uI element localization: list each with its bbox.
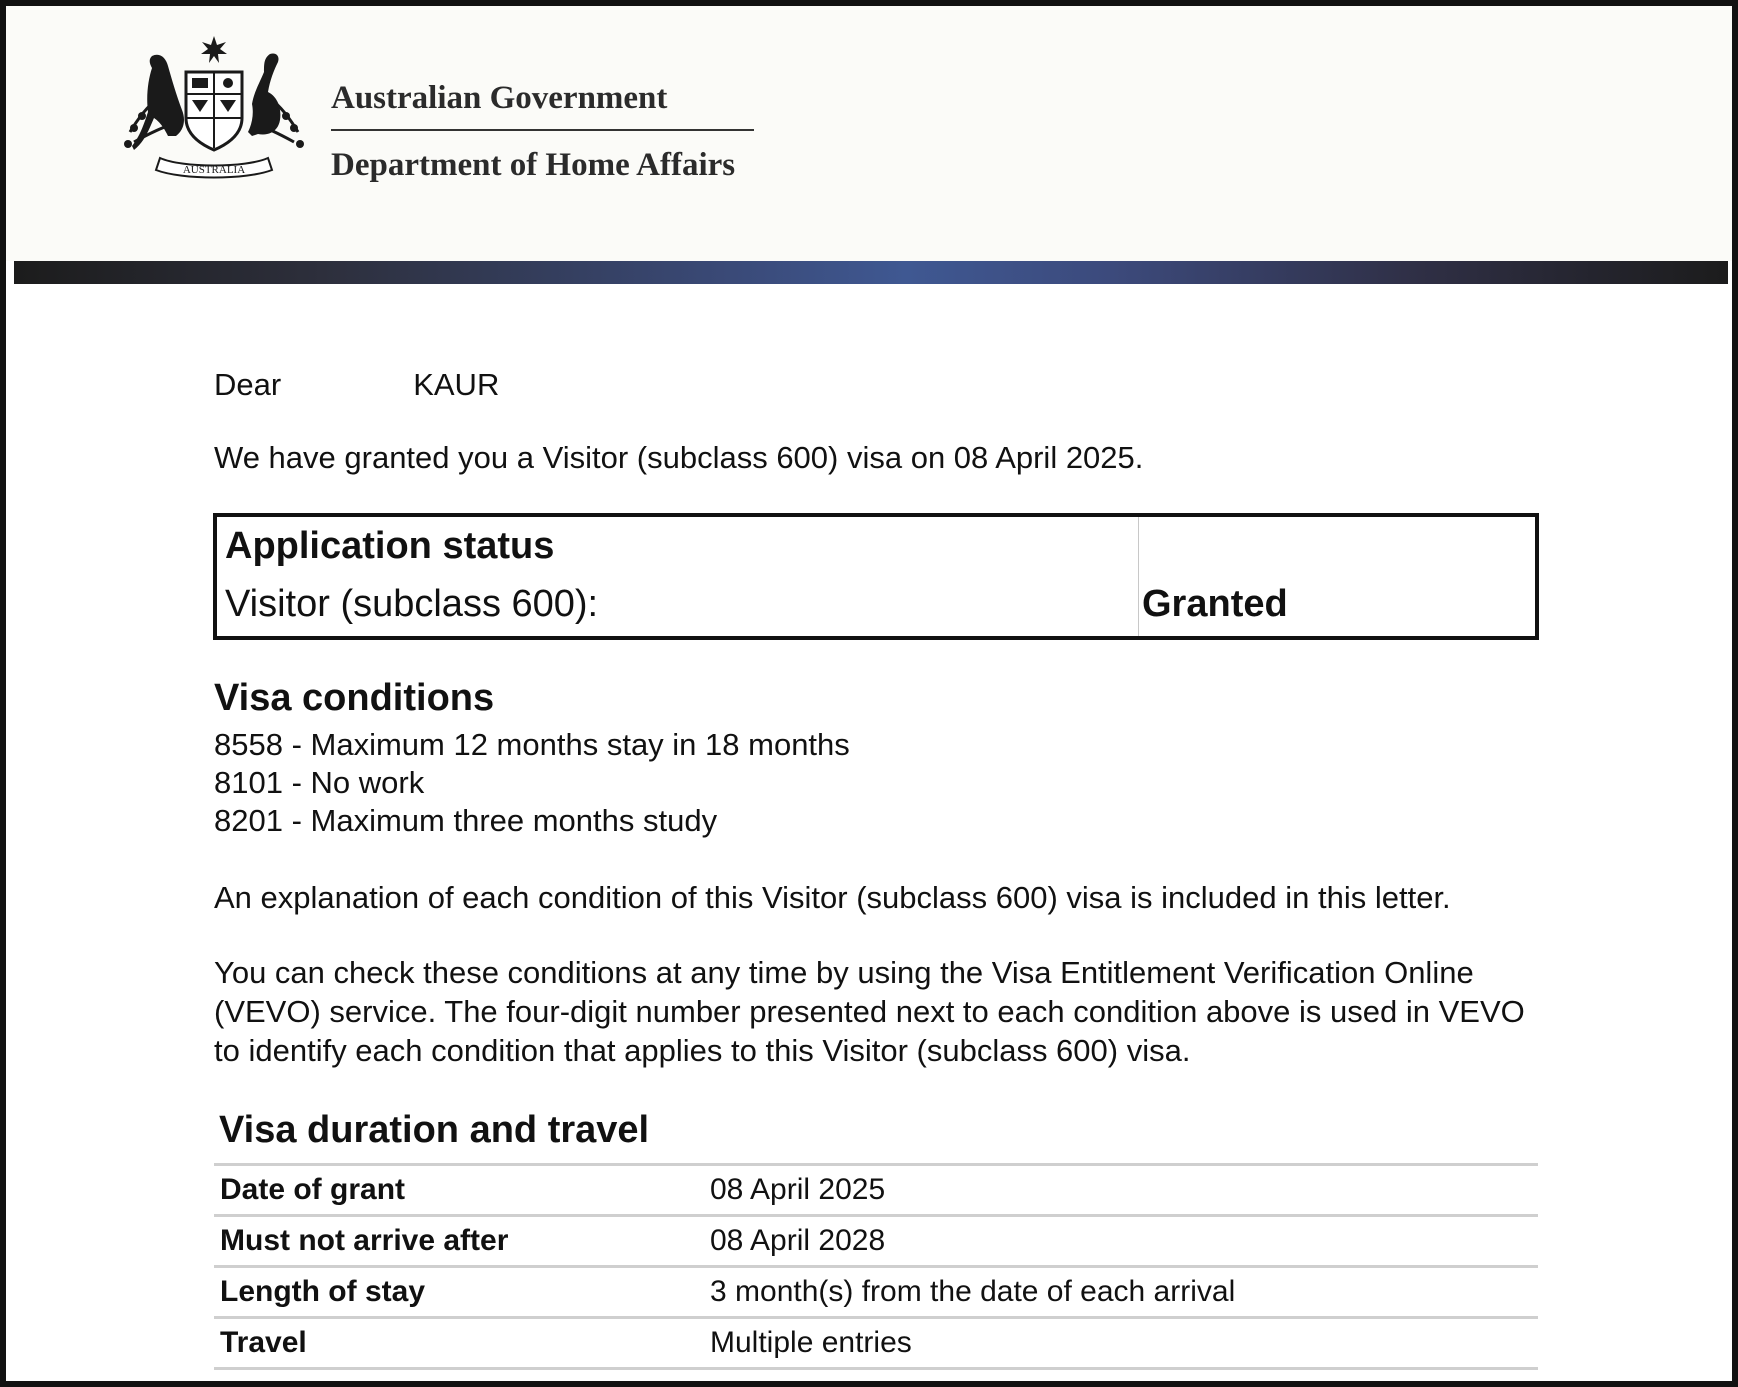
duration-label: Travel [214,1318,704,1369]
vevo-note: You can check these conditions at any time by using the Visa Entitlement Verification Online (VEVO) service. The four-digit number presented next to each condition above is used in VEVO to identify each condition that applies to this Visitor (subclass 600) visa. [214,955,1525,1068]
duration-label: Must not arrive after [214,1216,704,1267]
visa-duration-heading: Visa duration and travel [219,1109,650,1151]
salutation-greeting: Dear [214,367,282,402]
recipient-surname: KAUR [413,367,500,402]
condition-item: 8201 - Maximum three months study [214,803,718,838]
conditions-explanation: An explanation of each condition of this Visitor (subclass 600) visa is included in this letter. [214,880,1451,915]
crest-scroll-text: AUSTRALIA [182,164,246,176]
table-row [214,1318,1538,1369]
visa-conditions-list [214,726,850,840]
application-status-label: Visitor (subclass 600): [225,583,599,625]
table-row [214,1267,1538,1318]
header-band [14,261,1728,284]
government-name: Australian Government [331,80,668,116]
duration-value: 3 month(s) from the date of each arrival [704,1267,1538,1318]
duration-label: Length of stay [214,1267,704,1318]
letterhead [6,6,1732,261]
coat-of-arms-icon [112,32,316,192]
application-status-box [213,513,1539,640]
table-row [214,1165,1538,1216]
duration-label: Date of grant [214,1165,704,1216]
salutation [214,367,499,403]
condition-item: 8101 - No work [214,765,425,800]
grant-statement: We have granted you a Visitor (subclass 600) visa on 08 April 2025. [214,440,1144,475]
duration-value: 08 April 2028 [704,1216,1538,1267]
duration-value: Multiple entries [704,1318,1538,1369]
visa-conditions-heading: Visa conditions [214,677,495,719]
status-column-divider [1138,517,1139,636]
letterhead-divider [331,129,754,131]
application-status-title: Application status [225,525,555,567]
duration-value: 08 April 2025 [704,1165,1538,1216]
condition-item: 8558 - Maximum 12 months stay in 18 months [214,727,850,762]
application-status-value: Granted [1142,583,1288,625]
department-name: Department of Home Affairs [331,147,736,183]
visa-duration-table [214,1163,1538,1370]
table-row [214,1216,1538,1267]
